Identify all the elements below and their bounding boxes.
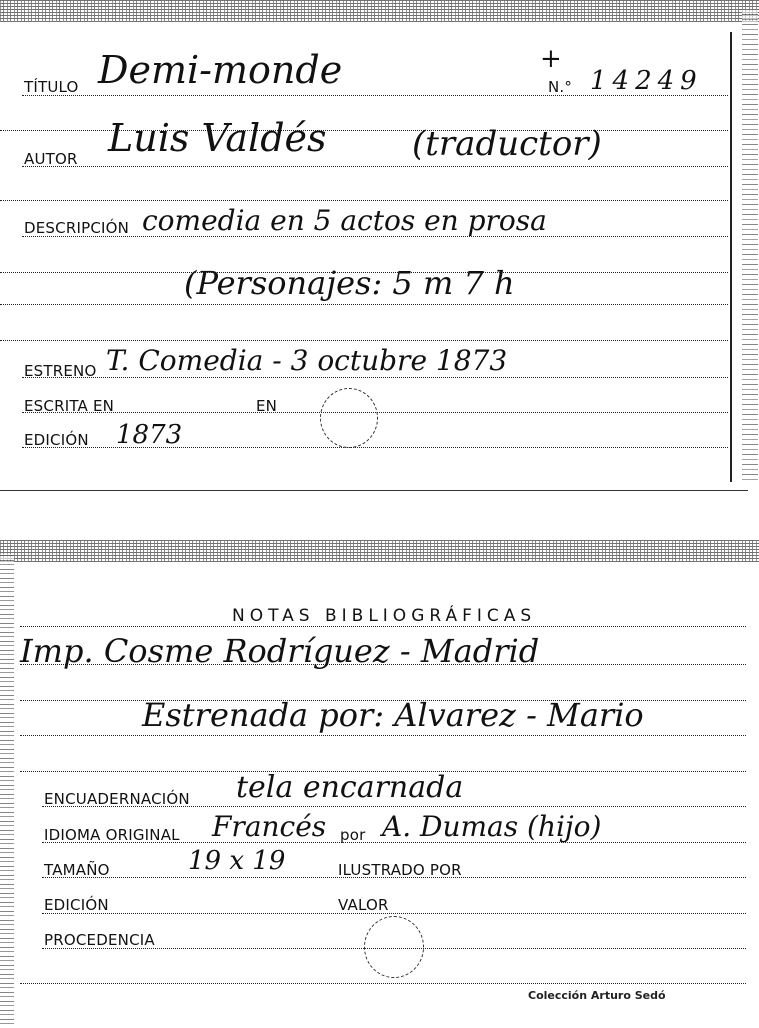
coleccion-footer: Colección Arturo Sedó <box>528 989 666 1002</box>
estreno-value: T. Comedia - 3 octubre 1873 <box>106 344 508 377</box>
autor-value: Luis Valdés <box>108 116 327 160</box>
encuadernacion-label: ENCUADERNACIÓN <box>44 790 190 808</box>
descripcion-label: DESCRIPCIÓN <box>24 219 130 237</box>
valor-label: VALOR <box>338 896 389 914</box>
ruled-line <box>0 304 728 305</box>
numero-label: N.° <box>548 78 573 96</box>
por-value: A. Dumas (hijo) <box>382 810 602 843</box>
tamano-value: 19 x 19 <box>188 846 286 876</box>
card-right-edge <box>742 10 758 480</box>
por-label: por <box>340 826 366 844</box>
ilustrado-label: ILUSTRADO POR <box>338 861 462 879</box>
card-top-edge <box>0 540 759 562</box>
personajes-value: (Personajes: 5 m 7 h <box>184 264 515 302</box>
idioma-label: IDIOMA ORIGINAL <box>44 826 180 844</box>
edicion-value: 1873 <box>116 420 183 450</box>
seal-mark <box>320 388 378 448</box>
catalog-card-front <box>0 0 759 492</box>
tamano-label: TAMAÑO <box>44 861 110 879</box>
card-top-edge <box>0 0 759 22</box>
ruled-line <box>0 200 728 201</box>
ruled-line <box>22 166 728 167</box>
ruled-line <box>20 735 746 736</box>
encuadernacion-value: tela encarnada <box>236 770 464 805</box>
nota-line-1: Imp. Cosme Rodríguez - Madrid <box>20 632 540 670</box>
autor-role: (traductor) <box>412 124 602 164</box>
en-label: EN <box>256 397 278 415</box>
edicion-label: EDICIÓN <box>24 431 89 449</box>
estreno-label: ESTRENO <box>24 362 97 380</box>
numero-value: 14249 <box>590 66 703 96</box>
card-border-right <box>730 32 732 482</box>
ruled-line <box>0 340 728 341</box>
ruled-line <box>20 983 746 984</box>
seal-mark <box>364 916 424 978</box>
autor-label: AUTOR <box>24 150 78 168</box>
ruled-line <box>22 377 728 378</box>
nota-line-2: Estrenada por: Alvarez - Mario <box>142 696 644 734</box>
escrita-label: ESCRITA EN <box>24 397 115 415</box>
ruled-line <box>42 913 746 914</box>
card-bottom-edge <box>0 490 748 491</box>
notas-heading: NOTAS BIBLIOGRÁFICAS <box>232 606 537 626</box>
titulo-value: Demi-monde <box>98 48 343 92</box>
descripcion-value: comedia en 5 actos en prosa <box>142 204 547 237</box>
edicion-label-2: EDICIÓN <box>44 896 109 914</box>
titulo-label: TÍTULO <box>24 78 79 96</box>
ruled-line <box>20 626 746 627</box>
card-left-edge <box>0 554 14 1024</box>
catalog-card-back <box>0 540 759 1028</box>
idioma-value: Francés <box>212 810 327 843</box>
cross-mark: + <box>540 44 562 74</box>
procedencia-label: PROCEDENCIA <box>44 931 155 949</box>
